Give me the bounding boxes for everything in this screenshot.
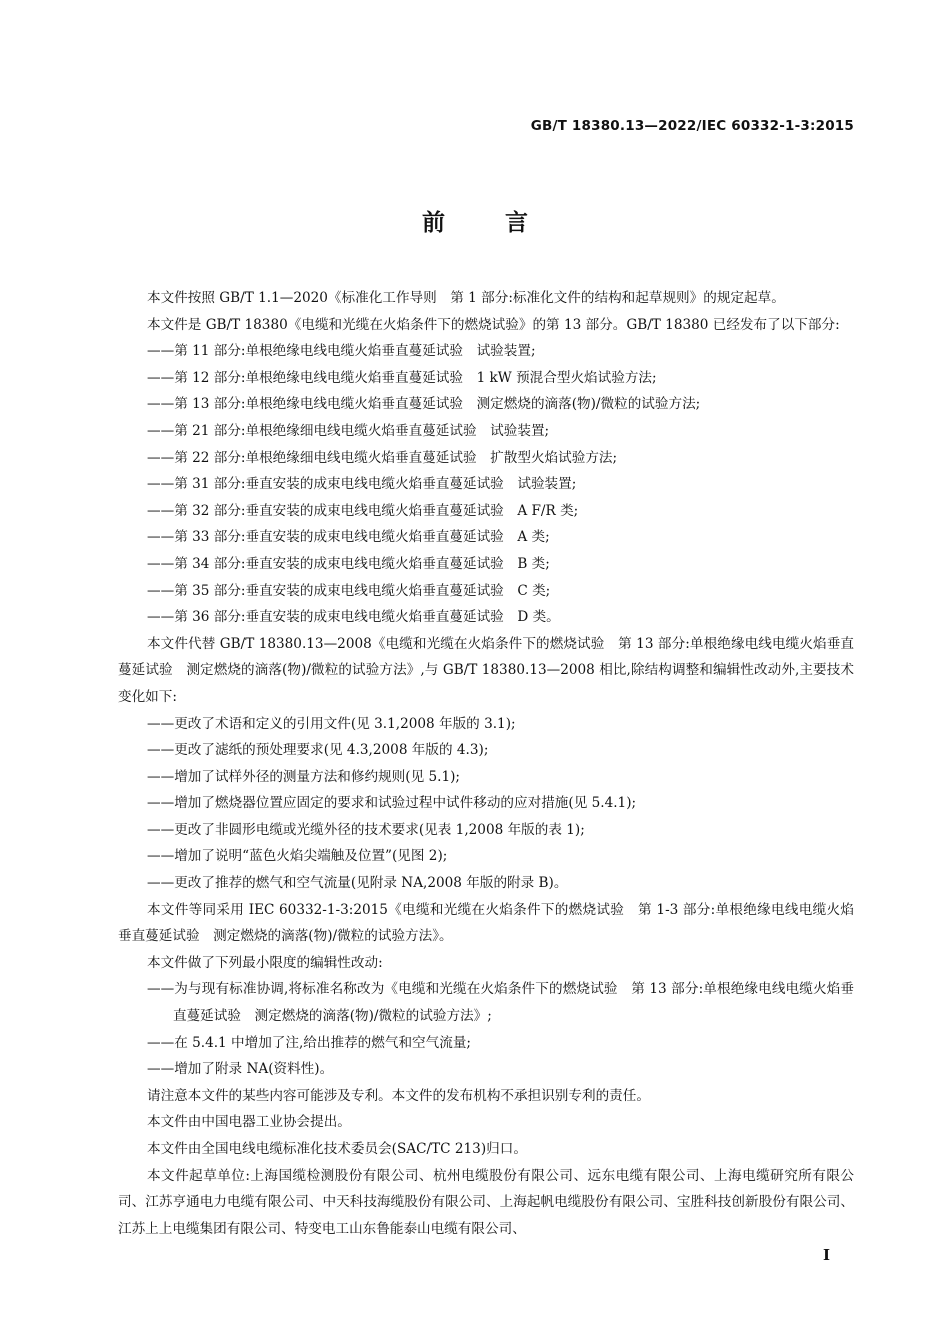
list-item-part-21: ——第 21 部分:单根绝缘细电线电缆火焰垂直蔓延试验 试验装置; [147, 422, 550, 439]
list-item-part-31: ——第 31 部分:垂直安装的成束电线电缆火焰垂直蔓延试验 试验装置; [147, 476, 577, 493]
paragraph-patent-notice: 请注意本文件的某些内容可能涉及专利。本文件的发布机构不承担识别专利的责任。 [147, 1087, 650, 1104]
page-number: I [822, 1246, 830, 1264]
paragraph-drafting-rules: 本文件按照 GB/T 1.1—2020《标准化工作导则 第 1 部分:标准化文件的结构和起草规则》的规定起草。 [147, 290, 785, 306]
list-item-part-33: ——第 33 部分:垂直安装的成束电线电缆火焰垂直蔓延试验 A 类; [147, 529, 550, 546]
list-item-part-32: ——第 32 部分:垂直安装的成束电线电缆火焰垂直蔓延试验 A F/R 类; [147, 502, 579, 519]
list-item-part-13: ——第 13 部分:单根绝缘电线电缆火焰垂直蔓延试验 测定燃烧的滴落(物)/微粒的试验方法; [147, 396, 701, 413]
paragraph-proposed-by: 本文件由中国电器工业协会提出。 [147, 1114, 351, 1131]
page-title: 前言 [422, 210, 588, 236]
list-item-part-22: ——第 22 部分:单根绝缘细电线电缆火焰垂直蔓延试验 扩散型火焰试验方法; [147, 449, 618, 466]
list-item-edit-2: ——在 5.4.1 中增加了注,给出推荐的燃气和空气流量; [147, 1034, 472, 1051]
paragraph-series-intro: 本文件是 GB/T 18380《电缆和光缆在火焰条件下的燃烧试验》的第 13 部分。GB/T 18380 已经发布了以下部分: [147, 316, 840, 333]
list-item-part-11: ——第 11 部分:单根绝缘电线电缆火焰垂直蔓延试验 试验装置; [147, 343, 536, 360]
paragraph-drafting-units: 本文件起草单位:上海国缆检测股份有限公司、杭州电缆股份有限公司、远东电缆有限公司、上海电缆研究所有限公司、江苏亨通电力电缆有限公司、中天科技海缆股份有限公司、上海起帆电缆股份有限公司、宝胜科技创新股份有限公司、江苏上上电缆集团有限公司、特变电工山东鲁能泰山电缆有限公司、 [118, 1167, 854, 1237]
list-item-edit-3: ——增加了附录 NA(资料性)。 [147, 1061, 334, 1078]
list-item-part-34: ——第 34 部分:垂直安装的成束电线电缆火焰垂直蔓延试验 B 类; [147, 555, 550, 572]
document-body [118, 285, 854, 1242]
list-item-change-6: ——增加了说明“蓝色火焰尖端触及位置”(见图 2); [147, 848, 448, 865]
list-item-part-35: ——第 35 部分:垂直安装的成束电线电缆火焰垂直蔓延试验 C 类; [147, 582, 551, 599]
standard-code-header: GB/T 18380.13—2022/IEC 60332-1-3:2015 [530, 118, 854, 134]
list-item-edit-1: ——为与现有标准协调,将标准名称改为《电缆和光缆在火焰条件下的燃烧试验 第 13 部分:单根绝缘电线电缆火焰垂直蔓延试验 测定燃烧的滴落(物)/微粒的试验方法》; [147, 981, 854, 1025]
list-item-part-36: ——第 36 部分:垂直安装的成束电线电缆火焰垂直蔓延试验 D 类。 [147, 609, 560, 626]
paragraph-managed-by: 本文件由全国电线电缆标准化技术委员会(SAC/TC 213)归口。 [147, 1141, 527, 1157]
list-item-part-12: ——第 12 部分:单根绝缘电线电缆火焰垂直蔓延试验 1 kW 预混合型火焰试验方法; [147, 369, 657, 386]
list-item-change-5: ——更改了非圆形电缆或光缆外径的技术要求(见表 1,2008 年版的表 1); [147, 821, 585, 838]
list-item-change-3: ——增加了试样外径的测量方法和修约规则(见 5.1); [147, 768, 461, 785]
paragraph-replaces: 本文件代替 GB/T 18380.13—2008《电缆和光缆在火焰条件下的燃烧试验 第 13 部分:单根绝缘电线电缆火焰垂直蔓延试验 测定燃烧的滴落(物)/微粒的试验方法》,与 GB/T 18380.13—2008 相比,除结构调整和编辑性改动外,主要技术变化如下: [118, 635, 854, 705]
list-item-change-1: ——更改了术语和定义的引用文件(见 3.1,2008 年版的 3.1); [147, 715, 516, 732]
paragraph-editorial-changes: 本文件做了下列最小限度的编辑性改动: [147, 954, 383, 971]
paragraph-equivalent-adoption: 本文件等同采用 IEC 60332-1-3:2015《电缆和光缆在火焰条件下的燃烧试验 第 1-3 部分:单根绝缘电线电缆火焰垂直蔓延试验 测定燃烧的滴落(物)/微粒的试验方法》。 [118, 901, 854, 945]
list-item-change-7: ——更改了推荐的燃气和空气流量(见附录 NA,2008 年版的附录 B)。 [147, 875, 568, 892]
list-item-change-4: ——增加了燃烧器位置应固定的要求和试验过程中试件移动的应对措施(见 5.4.1); [147, 795, 637, 812]
list-item-change-2: ——更改了滤纸的预处理要求(见 4.3,2008 年版的 4.3); [147, 742, 489, 759]
